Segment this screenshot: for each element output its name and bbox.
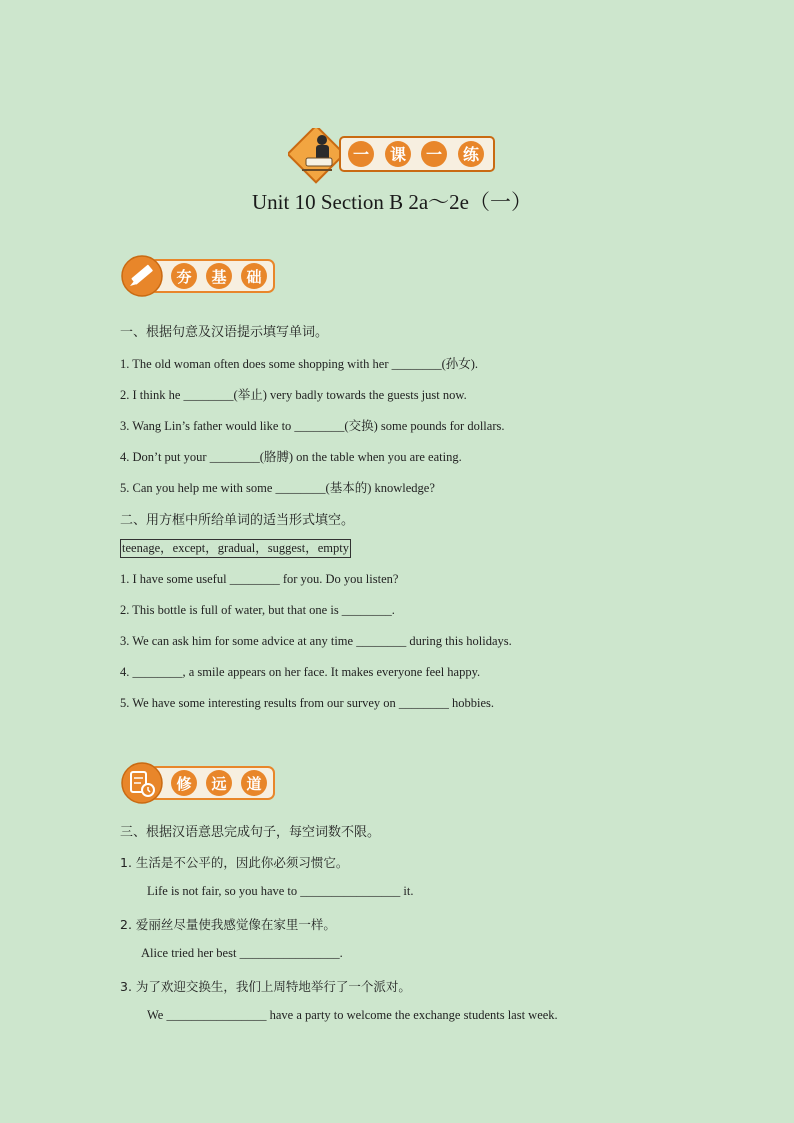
exercise-item: 4. ________, a smile appears on her face. It makes everyone feel happy.: [120, 665, 481, 679]
translation-answer: Life is not fair, so you have to ________________ it.: [147, 884, 414, 898]
part1-heading: 一、根据句意及汉语提示填写单词。: [120, 325, 329, 340]
exercise-item: 5. Can you help me with some ________(基本的) knowledge?: [120, 481, 435, 495]
section-badge-advance: [120, 761, 280, 805]
section-char: 础: [246, 268, 262, 286]
translation-prompt: 1. 生活是不公平的，因此你必须习惯它。: [120, 855, 349, 870]
section-char: 基: [211, 268, 227, 286]
exercise-item: 2. This bottle is full of water, but that one is ________.: [120, 603, 395, 617]
translation-prompt: 2. 爱丽丝尽量使我感觉像在家里一样。: [120, 917, 336, 932]
banner-char: 课: [389, 145, 407, 164]
banner-char: 练: [462, 145, 480, 164]
exercise-item: 4. Don’t put your ________(胳膊) on the table when you are eating.: [120, 450, 462, 464]
translation-prompt: 3. 为了欢迎交换生，我们上周特地举行了一个派对。: [120, 979, 411, 994]
exercise-item: 3. We can ask him for some advice at any time ________ during this holidays.: [120, 634, 512, 648]
section-char: 修: [176, 775, 192, 793]
exercise-item: 3. Wang Lin’s father would like to ________(交换) some pounds for dollars.: [120, 419, 505, 433]
section-char: 夯: [176, 268, 192, 286]
exercise-item: 5. We have some interesting results from our survey on ________ hobbies.: [120, 696, 495, 710]
part2-heading: 二、用方框中所给单词的适当形式填空。: [120, 513, 355, 528]
section-char: 道: [246, 775, 262, 793]
section-char: 远: [211, 775, 227, 793]
part3-heading: 三、根据汉语意思完成句子，每空词数不限。: [120, 825, 381, 840]
exercise-item: 1. The old woman often does some shopping with her ________(孙女).: [120, 357, 479, 371]
translation-answer: We ________________ have a party to welcome the exchange students last week.: [147, 1008, 558, 1022]
section-badge-basics: [120, 254, 280, 298]
page-title: Unit 10 Section B 2a～2e（一）: [252, 190, 532, 214]
banner-char: 一: [425, 145, 443, 164]
word-box: teenage，except，gradual，suggest，empty: [120, 539, 351, 558]
lesson-banner: [288, 128, 500, 184]
exercise-item: 2. I think he ________(举止) very badly towards the guests just now.: [120, 388, 467, 402]
banner-char: 一: [352, 145, 370, 164]
exercise-item: 1. I have some useful ________ for you. Do you listen?: [120, 572, 399, 586]
translation-answer: Alice tried her best ________________.: [141, 946, 343, 960]
